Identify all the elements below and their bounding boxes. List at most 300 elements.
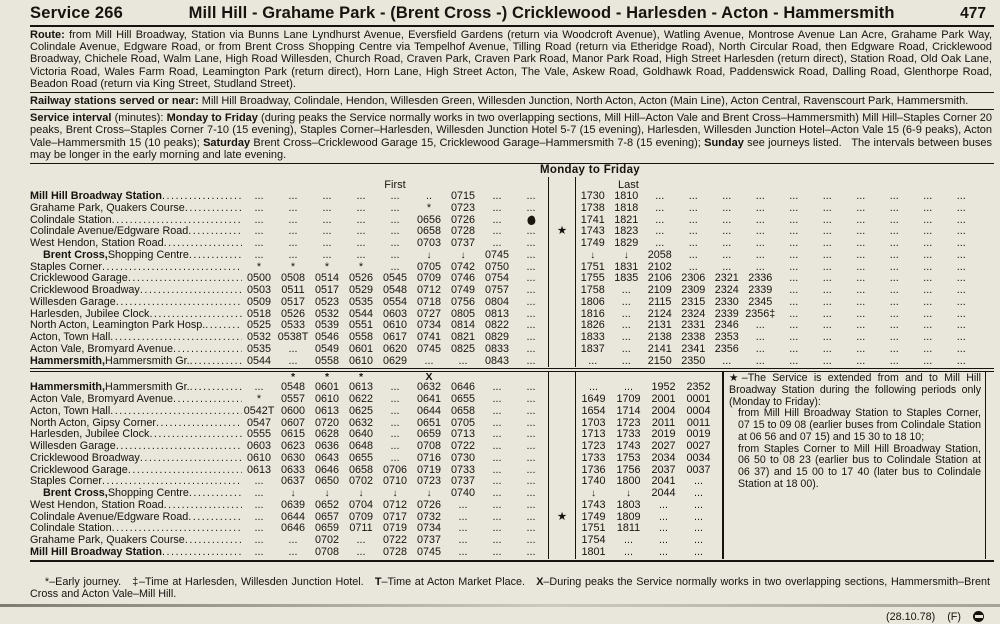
time-cell: 0629: [382, 354, 408, 367]
time-cell: 0535: [246, 342, 272, 355]
stop-name-text: Staples Corner: [30, 261, 103, 273]
time-cell: 0746: [450, 272, 476, 285]
timetable-row: [30, 250, 994, 262]
dotted-leader: [164, 238, 242, 250]
timetable-row: [30, 441, 716, 453]
time-cell: 1751: [580, 260, 605, 273]
dotted-leader: [116, 297, 242, 309]
text-segment: T: [374, 575, 382, 588]
time-cell: ...: [659, 498, 668, 511]
stop-name-bold: Mill Hill Broadway Station: [30, 191, 162, 203]
time-cell: 1751: [581, 522, 606, 535]
time-cell: 0019: [686, 428, 711, 441]
star-column: [548, 535, 576, 547]
time-cell: ...: [492, 428, 502, 441]
early-columns: [242, 453, 548, 465]
time-cell: 0657: [314, 510, 340, 523]
time-cell: ...: [822, 272, 832, 285]
time-cell: 0703: [416, 237, 442, 250]
time-cell: 2324: [714, 284, 739, 297]
time-cell: 0641: [416, 393, 442, 406]
time-cell: 1743: [616, 440, 641, 453]
time-cell: ...: [526, 190, 536, 203]
time-cell: 0813: [484, 307, 510, 320]
time-cell: *: [358, 260, 364, 273]
text-segment: (minutes):: [114, 112, 167, 125]
time-cell: 0610: [348, 354, 374, 367]
time-cell: 0650: [314, 475, 340, 488]
time-cell: 0658: [450, 404, 476, 417]
timetable-row: [30, 418, 716, 430]
stop-name-bold: Mill Hill Broadway Station: [30, 546, 162, 558]
time-cell: ...: [856, 319, 866, 332]
time-cell: 1758: [580, 284, 605, 297]
time-cell: 0615: [280, 428, 306, 441]
time-cell: 2315: [681, 295, 706, 308]
journey-symbols-row: [30, 372, 716, 382]
timetable-row: [30, 406, 716, 418]
stop-name: [30, 406, 242, 418]
time-cell: ...: [526, 475, 536, 488]
stop-name-bold: Hammersmith,: [30, 382, 106, 394]
time-cell: 0620: [382, 342, 408, 355]
time-cell: ...: [624, 534, 633, 547]
time-cell: ...: [254, 201, 264, 214]
star-column: [548, 238, 576, 250]
time-cell: ...: [856, 260, 866, 273]
time-cell: 0545: [382, 272, 408, 285]
time-cell: ...: [822, 331, 832, 344]
dotted-leader: [112, 215, 242, 227]
time-cell: ...: [923, 272, 933, 285]
time-cell: 0610: [382, 319, 408, 332]
time-cell: 0523: [314, 295, 340, 308]
time-cell: 0715: [450, 190, 476, 203]
time-cell: 0659: [314, 522, 340, 535]
time-cell: 0757: [484, 284, 510, 297]
star-column: [548, 500, 576, 512]
time-cell: ...: [458, 534, 468, 547]
time-cell: ...: [288, 545, 298, 558]
time-cell: 2131: [647, 319, 672, 332]
timetable-row: [30, 476, 716, 488]
time-cell: ...: [789, 213, 799, 226]
time-cell: 0742: [450, 260, 476, 273]
stop-name-text: Acton Vale, Bromyard Avenue: [30, 343, 174, 355]
timetable-row: [30, 344, 994, 356]
late-columns: [576, 203, 978, 215]
timetable-row: [30, 203, 994, 215]
time-cell: ...: [789, 201, 799, 214]
time-cell: ...: [288, 201, 298, 214]
time-cell: ...: [588, 354, 598, 367]
time-cell: 0722: [450, 440, 476, 453]
early-columns: [242, 250, 548, 262]
text-segment: Saturday: [203, 136, 254, 149]
time-cell: 2124: [647, 307, 672, 320]
time-cell: 2150: [647, 354, 672, 367]
time-cell: ...: [755, 225, 765, 238]
time-cell: ...: [722, 260, 732, 273]
text-segment: –Time at Acton Market Place.: [381, 575, 537, 588]
time-cell: 1818: [614, 201, 639, 214]
time-cell: ...: [889, 331, 899, 344]
time-cell: ...: [254, 190, 264, 203]
time-cell: 2041: [651, 475, 676, 488]
time-cell: ...: [322, 248, 332, 261]
star-column: [548, 309, 576, 321]
stop-name: [30, 203, 242, 215]
time-cell: 0754: [484, 272, 510, 285]
time-cell: ...: [458, 354, 468, 367]
time-cell: 0549: [314, 342, 340, 355]
time-cell: ...: [956, 260, 966, 273]
time-cell: ↓: [290, 488, 296, 500]
time-cell: 0658: [348, 463, 374, 476]
time-cell: ...: [390, 237, 400, 250]
time-cell: 2306: [681, 272, 706, 285]
time-cell: 0829: [484, 331, 510, 344]
time-cell: 0643: [314, 451, 340, 464]
stop-column-spacer: [30, 372, 242, 382]
time-cell: ...: [390, 404, 400, 417]
stop-name-text: Colindale Station: [30, 523, 112, 535]
time-cell: *: [324, 260, 330, 273]
time-cell: ...: [526, 295, 536, 308]
early-columns: [242, 297, 548, 309]
time-cell: ...: [492, 498, 502, 511]
time-cell: 0526: [280, 307, 306, 320]
time-cell: ...: [722, 201, 732, 214]
stop-name: [30, 320, 242, 332]
time-cell: ...: [526, 428, 536, 441]
dotted-leader: [110, 406, 242, 418]
time-cell: ...: [789, 190, 799, 203]
time-cell: 1803: [616, 498, 641, 511]
time-cell: ...: [492, 393, 502, 406]
dotted-leader: [189, 250, 242, 262]
time-cell: ...: [288, 248, 298, 261]
time-cell: ...: [889, 213, 899, 226]
time-cell: ...: [755, 190, 765, 203]
time-cell: ...: [390, 416, 400, 429]
stop-name-text: Acton, Town Hall: [30, 332, 111, 344]
time-cell: 0529: [348, 284, 374, 297]
stop-name: [30, 309, 242, 321]
time-cell: 2350: [681, 354, 706, 367]
time-cell: ↓: [358, 488, 364, 500]
time-cell: ...: [356, 225, 366, 238]
time-cell: ...: [390, 213, 400, 226]
late-columns: [576, 238, 978, 250]
time-cell: 2019: [651, 428, 676, 441]
early-columns: [242, 476, 548, 488]
time-cell: ...: [254, 498, 264, 511]
note-paragraph: from Staples Corner to Mill Hill Broadway Station, 06 50 to 08 23 (earlier bus to Colindale Station at 06 37) and 15 00 to 17 40 (later bus to Colindale Station at 18 00).: [738, 442, 981, 490]
issue-date: (28.10.78): [885, 610, 936, 623]
time-cell: 2331: [681, 319, 706, 332]
time-cell: 0640: [348, 428, 374, 441]
time-cell: ...: [356, 213, 366, 226]
time-cell: 1740: [581, 475, 606, 488]
stop-name-bold: Brent Cross,: [43, 249, 108, 261]
dotted-leader: [162, 547, 242, 559]
time-cell: 0544: [348, 307, 374, 320]
time-cell: ...: [526, 498, 536, 511]
late-columns: [576, 273, 978, 285]
time-cell: 1952: [651, 381, 676, 394]
time-cell: 0710: [382, 475, 408, 488]
time-cell: 2138: [647, 331, 672, 344]
time-cell: 0656: [416, 213, 442, 226]
time-cell: ↓: [426, 488, 432, 500]
time-cell: 0628: [314, 428, 340, 441]
time-cell: 2338: [681, 331, 706, 344]
time-cell: 1826: [580, 319, 605, 332]
text-segment: see journeys listed. The intervals between buses may be longer in the early morning and late evening.: [30, 136, 996, 161]
time-cell: 0726: [450, 213, 476, 226]
time-cell: 2001: [651, 393, 676, 406]
time-cell: 0503: [246, 284, 272, 297]
star-column: [548, 285, 576, 297]
time-cell: 1743: [580, 225, 605, 238]
time-cell: 2356‡: [745, 307, 776, 320]
ink-blot-icon: [514, 215, 548, 227]
stop-name: [30, 238, 242, 250]
stop-name: [30, 441, 242, 453]
time-cell: 0610: [314, 393, 340, 406]
stop-name-text: Colindale Avenue/Edgware Road: [30, 511, 189, 523]
time-cell: 0542T: [243, 404, 275, 417]
time-cell: ...: [889, 272, 899, 285]
page-edge-shadow: [0, 604, 1000, 607]
time-cell: 0517: [280, 295, 306, 308]
time-cell: 0713: [450, 428, 476, 441]
time-cell: ...: [956, 319, 966, 332]
dotted-leader: [162, 191, 242, 203]
time-cell: 1810: [614, 190, 639, 203]
dotted-leader: [128, 465, 242, 477]
time-cell: 2102: [647, 260, 672, 273]
dotted-leader: [189, 488, 242, 500]
stop-name-bold: Hammersmith,: [30, 355, 106, 367]
time-cell: 0705: [416, 260, 442, 273]
stop-name-text: Grahame Park, Quakers Course: [30, 202, 185, 214]
time-cell: 1756: [616, 463, 641, 476]
service-extension-note: [722, 372, 986, 558]
time-cell: ...: [856, 307, 866, 320]
star-column: [548, 476, 576, 488]
time-cell: ...: [492, 522, 502, 535]
time-cell: ...: [789, 342, 799, 355]
time-cell: ...: [526, 201, 536, 214]
time-cell: ...: [356, 248, 366, 261]
stop-name: [30, 382, 242, 394]
star-column: [548, 372, 576, 382]
time-cell: ...: [322, 225, 332, 238]
early-columns: [242, 547, 548, 559]
time-cell: ...: [624, 381, 633, 394]
timetable-row: [30, 238, 994, 250]
text-segment: Service interval: [30, 112, 115, 125]
time-cell: ...: [822, 295, 832, 308]
timetable-row: [30, 394, 716, 406]
star-column: [548, 382, 576, 394]
dotted-leader: [149, 429, 242, 441]
time-cell: 0600: [280, 404, 306, 417]
time-cell: ...: [688, 213, 698, 226]
timetable-row: [30, 500, 716, 512]
time-cell: 0655: [348, 451, 374, 464]
dotted-leader: [188, 512, 242, 524]
time-cell: 0833: [484, 342, 510, 355]
time-cell: ...: [492, 475, 502, 488]
time-cell: ...: [822, 260, 832, 273]
time-cell: 0548: [382, 284, 408, 297]
time-cell: ...: [956, 225, 966, 238]
stop-name-text: West Hendon, Station Road: [30, 238, 164, 250]
time-cell: ...: [526, 534, 536, 547]
timetable-row: [30, 309, 994, 321]
time-cell: 1821: [614, 213, 639, 226]
dotted-leader: [140, 453, 242, 465]
time-cell: ...: [923, 342, 933, 355]
issue-code: (F): [947, 610, 961, 623]
stop-name: [30, 453, 242, 465]
time-cell: 0750: [484, 260, 510, 273]
late-columns: [576, 453, 716, 465]
star-column: [548, 191, 576, 203]
time-cell: ↓: [426, 249, 432, 261]
time-cell: ...: [492, 404, 502, 417]
stop-name: [30, 215, 242, 227]
time-cell: 0557: [280, 393, 306, 406]
time-cell: ...: [856, 213, 866, 226]
time-cell: ...: [390, 393, 400, 406]
time-cell: ...: [288, 342, 298, 355]
timetable-row: [30, 320, 994, 332]
time-cell: ...: [889, 201, 899, 214]
dotted-leader: [185, 535, 242, 547]
time-cell: 0034: [686, 451, 711, 464]
time-cell: ...: [390, 190, 400, 203]
time-cell: ...: [655, 213, 665, 226]
time-cell: ...: [621, 342, 631, 355]
time-cell: 0637: [280, 475, 306, 488]
time-cell: 1801: [581, 545, 606, 558]
time-cell: ...: [288, 225, 298, 238]
stop-name: [30, 226, 242, 238]
time-cell: 1800: [616, 475, 641, 488]
time-cell: 0705: [450, 416, 476, 429]
time-cell: 0532: [246, 331, 272, 344]
time-cell: ...: [889, 225, 899, 238]
star-column: [548, 453, 576, 465]
time-cell: ...: [356, 201, 366, 214]
star-column: [548, 177, 576, 191]
time-cell: ...: [822, 237, 832, 250]
early-columns: [242, 356, 548, 368]
stop-name-text: North Acton, Gipsy Corner: [30, 417, 157, 429]
time-cell: ...: [659, 534, 668, 547]
time-cell: 2027: [651, 440, 676, 453]
time-cell: 0544: [246, 354, 272, 367]
dotted-leader: [116, 441, 242, 453]
time-cell: ...: [492, 487, 502, 500]
stop-name-text: Cricklewood Garage: [30, 273, 128, 285]
time-cell: 2141: [647, 342, 672, 355]
late-columns: [576, 500, 716, 512]
time-cell: ...: [655, 237, 665, 250]
time-cell: ...: [889, 307, 899, 320]
time-cell: ...: [254, 248, 264, 261]
stop-name: [30, 332, 242, 344]
time-cell: ...: [694, 475, 703, 488]
time-cell: 1713: [581, 428, 606, 441]
stop-name: [30, 344, 242, 356]
time-cell: 0632: [416, 381, 442, 394]
time-cell: 1811: [616, 522, 641, 535]
time-cell: ...: [526, 354, 536, 367]
time-cell: ...: [458, 522, 468, 535]
timetable-row: [30, 523, 716, 535]
time-cell: 2339: [748, 284, 773, 297]
stop-name-text: Harlesden, Jubilee Clock: [30, 429, 150, 441]
time-cell: *: [256, 393, 262, 406]
time-cell: ...: [923, 248, 933, 261]
star-column: [548, 406, 576, 418]
stop-name: [30, 250, 242, 262]
time-cell: ...: [458, 545, 468, 558]
time-cell: ...: [822, 354, 832, 367]
time-cell: ...: [254, 381, 264, 394]
time-cell: ↓: [590, 249, 596, 261]
issue-stamp: [886, 611, 984, 623]
time-cell: ...: [526, 237, 536, 250]
time-cell: ...: [755, 319, 765, 332]
time-cell: 0613: [348, 381, 374, 394]
time-cell: ...: [322, 237, 332, 250]
time-cell: ...: [254, 237, 264, 250]
timetable-row: [30, 453, 716, 465]
time-cell: 0655: [450, 393, 476, 406]
time-cell: 0712: [382, 498, 408, 511]
time-cell: ...: [492, 416, 502, 429]
time-cell: 0644: [280, 510, 306, 523]
time-cell: ...: [526, 381, 536, 394]
dotted-leader: [112, 523, 242, 535]
star-column: [548, 465, 576, 477]
time-cell: 1743: [581, 498, 606, 511]
time-cell: ...: [789, 319, 799, 332]
dotted-leader: [164, 500, 242, 512]
late-columns: [576, 309, 978, 321]
time-cell: ...: [390, 201, 400, 214]
dotted-leader: [110, 332, 242, 344]
page-number: 477: [960, 5, 986, 22]
time-cell: ...: [659, 522, 668, 535]
dotted-leader: [173, 344, 242, 356]
time-cell: ↓: [626, 488, 631, 500]
time-cell: ...: [688, 225, 698, 238]
route-title: Mill Hill - Grahame Park - (Brent Cross -) Cricklewood - Harlesden - Acton - Hammersmith: [188, 4, 895, 22]
time-cell: 0711: [349, 522, 373, 535]
time-cell: ...: [956, 190, 966, 203]
time-cell: 2346: [714, 319, 739, 332]
late-columns: [576, 297, 978, 309]
time-cell: 0555: [246, 428, 272, 441]
text-segment: Railway stations served or near:: [30, 95, 202, 108]
